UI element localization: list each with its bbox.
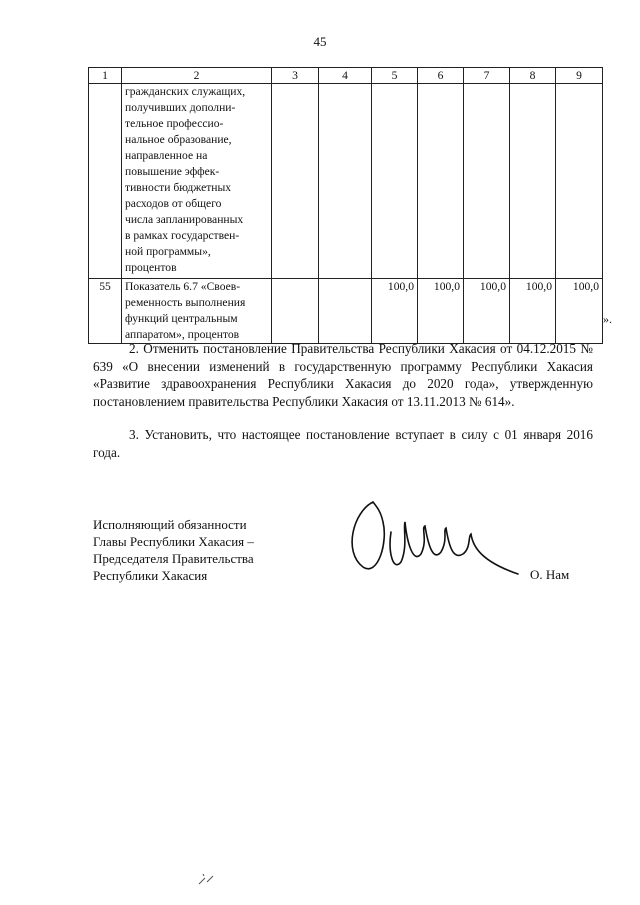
cell-line: нальное образование, <box>125 133 232 146</box>
cell-line: Показатель 6.7 «Своев- <box>125 280 241 293</box>
col-header: 9 <box>556 68 603 84</box>
indicator-name-cell <box>122 84 272 279</box>
table-cell <box>272 279 319 344</box>
cell-line: аппаратом», процентов <box>125 328 240 341</box>
page-number: 45 <box>313 34 327 49</box>
table-row <box>89 84 603 279</box>
cell-line: расходов от общего <box>125 197 222 210</box>
table-cell <box>372 84 418 279</box>
col-header: 5 <box>372 68 418 84</box>
table-cell <box>418 84 464 279</box>
col-header: 3 <box>272 68 319 84</box>
cell-line: ной программы», <box>125 245 211 258</box>
cell-line: ременность выполнения <box>125 296 246 309</box>
col-header: 8 <box>510 68 556 84</box>
closing-quote: ». <box>603 312 612 326</box>
col-header: 1 <box>89 68 122 84</box>
value-cell: 100,0 <box>372 279 418 344</box>
signer-title-line: Главы Республики Хакасия – <box>93 534 254 549</box>
cell-line: в рамках государствен- <box>125 229 240 242</box>
value-cell: 100,0 <box>418 279 464 344</box>
table-cell <box>319 279 372 344</box>
table-cell <box>556 84 603 279</box>
cell-line: тельное профессио- <box>125 117 224 130</box>
cell-line: получивших дополни- <box>125 101 236 114</box>
table-cell <box>464 84 510 279</box>
table-row <box>89 279 603 344</box>
indicator-name-cell <box>122 279 272 344</box>
value-cell: 100,0 <box>510 279 556 344</box>
signer-title-line: Республики Хакасия <box>93 568 208 583</box>
table-cell <box>89 84 122 279</box>
handwritten-signature <box>333 492 523 592</box>
col-header: 4 <box>319 68 372 84</box>
signature-title-block <box>93 516 254 584</box>
scan-mark <box>195 870 220 888</box>
cell-line: числа запланированных <box>125 213 244 226</box>
cell-line: процентов <box>125 261 177 274</box>
signer-title-line: Исполняющий обязанности <box>93 517 247 532</box>
value-cell: 100,0 <box>464 279 510 344</box>
paragraph-2: 2. Отменить постановление Правительства Республики Хакасия от 04.12.2015 № 639 «О внесении изменений в государственную программу Республики Хакасия «Развитие здравоохранения Республики Хакасия до 2020 года», утвержденную постановлением правительства Республики Хакасия от 13.11.2013 № 614». <box>93 341 593 409</box>
signer-name: О. Нам <box>530 567 570 582</box>
col-header: 2 <box>122 68 272 84</box>
value-cell: 100,0 <box>556 279 603 344</box>
table-cell <box>319 84 372 279</box>
row-number: 55 <box>89 279 122 344</box>
cell-line: функций центральным <box>125 312 238 325</box>
cell-line: повышение эффек- <box>125 165 220 178</box>
table-cell <box>510 84 556 279</box>
indicators-table <box>88 67 603 344</box>
paragraph-3: 3. Установить, что настоящее постановление вступает в силу с 01 января 2016 года. <box>93 427 593 460</box>
table-header-row <box>89 68 603 84</box>
signer-title-line: Председателя Правительства <box>93 551 254 566</box>
cell-line: гражданских служащих, <box>125 85 246 98</box>
col-header: 6 <box>418 68 464 84</box>
col-header: 7 <box>464 68 510 84</box>
cell-line: тивности бюджетных <box>125 181 232 194</box>
table-cell <box>272 84 319 279</box>
cell-line: направленное на <box>125 149 208 162</box>
